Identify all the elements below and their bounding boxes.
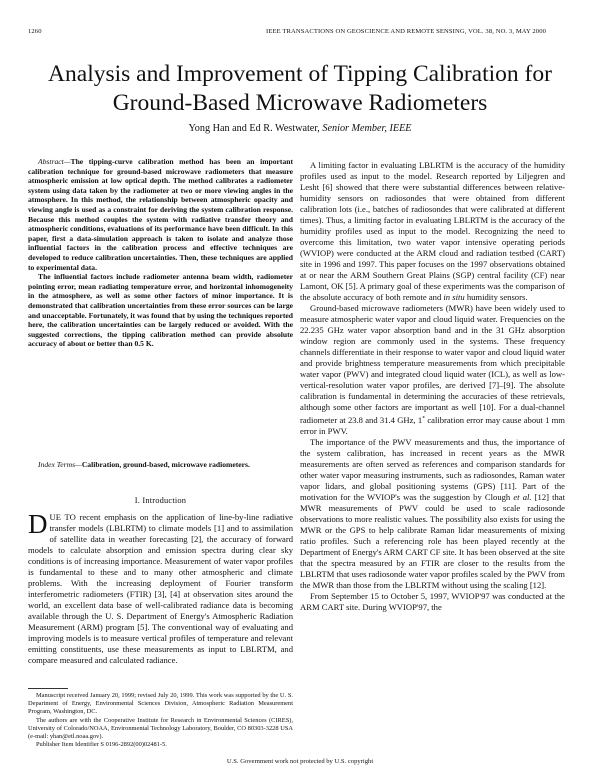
right-column-text — [300, 160, 565, 613]
drop-cap: D — [28, 509, 48, 539]
footnote-manuscript: Manuscript received January 20, 1999; revised July 20, 1999. This work was supported by the U. S. Department of Energy, Environmental Sciences Division, Atmospheric Radiation Measurement Program, Washington, DC. — [28, 692, 293, 716]
section-heading: I. Introduction — [134, 496, 187, 505]
author-line — [0, 123, 600, 134]
introduction-text — [28, 509, 293, 666]
abstract-lead: Abstract— — [38, 157, 71, 166]
index-terms — [28, 460, 293, 470]
abstract-body: The tipping-curve calibration method has been an important calibration technique for ground-based microwave radiometers that measure atmospheric emission at low optical depth. The method calibrates a radiometer system using data taken by the radiometer at two or more viewing angles in the atmosphere. In this method, the relationship between atmospheric opacity and viewing angle is used as a constraint for deriving the system calibration response. Because this method couples the system with radiative transfer theory and atmospheric conditions, evaluations of its performance have been difficult. In this paper, first a data-simulation approach is taken to isolate and analyze those influential factors in the calibration process and effective techniques are developed to reduce calibration uncertainties. Then, these techniques are applied to experimental data. — [28, 157, 293, 272]
footnote-rule — [28, 688, 68, 689]
author-membership: Senior Member, IEEE — [322, 123, 412, 134]
footnote-affiliation: The authors are with the Cooperative Institute for Research in Environmental Sciences (CIRES), University of Colorado/NOAA, Environmental Technology Laboratory, Boulder, CO 80303-3228 USA (e-mail: yhan@etl.noaa.gov). — [28, 716, 293, 741]
footnotes — [28, 692, 293, 749]
right-paragraph-2: Ground-based microwave radiometers (MWR) have been widely used to measure atmospheric water vapor and cloud liquid water. Frequencies on the 22.235 GHz water vapor absorption band and in the 31 GHz absorption window region are commonly used in the systems. These frequency channels differentiate in their response to water vapor and cloud liquid water and provide brightness temperature measurements from which precipitable water vapor (PWV) and integrated cloud liquid water (ICL), as well as low-vertical-resolution water vapor profiles, are derived [7]–[9]. The absolute calibration is fundamental in determining the accuracies of these retrievals, although some other factors are important as well [10]. For a dual-channel radiometer at 23.8 and 31.4 GHz, 1∘ calibration error may cause about 1 mm error in PWV. — [300, 303, 565, 436]
copyright-footer: U.S. Government work not protected by U.S. copyright — [226, 758, 374, 765]
right-paragraph-3: The importance of the PWV measurements and thus, the importance of the system calibration, has increased in recent years as the MWR measurements are often served as references and comparison standards for other water vapor measuring instruments, such as radiosondes, Raman water vapor lidars, and global positioning systems (GPS) [11]. Part of the motivation for the WVIOP's was the suggestion by Clough et al. [12] that MWR measurements of PWV could be used to scale radiosonde observations to more realistic values. The possibility also exists for using the MWR or the GPS to help calibrate Raman lidar measurements of mixing ratio profiles. Such a referencing role has been played recently at the Department of Energy's ARM CART CF site. It has been observed at the site that the spectra measured by an FTIR are closer to the results from the LBLRTM that uses radiosonde water vapor profiles scaled by the PWV from the MWR than those from the LBLRTM without using the scaling [12]. — [300, 436, 566, 590]
abstract-body-2: The influential factors include radiometer antenna beam width, radiometer pointing error, mean radiating temperature error, and horizontal inhomogeneity in the atmosphere, as well as some other factors of minor importance. It is demonstrated that calibration uncertainties from these error sources can be large and unacceptable. Fortunately, it was found that by using the techniques reported here, the calibration uncertainties can be largely reduced or avoided. With the suggested corrections, the tipping calibration method can provide absolute accuracy of about or better than 0.5 K. — [28, 272, 293, 349]
footnote-identifier: Publisher Item Identifier S 0196-2892(00)02481-5. — [36, 741, 167, 749]
author-names: Yong Han and Ed R. Westwater, — [188, 123, 320, 134]
abstract — [28, 157, 293, 349]
index-terms-lead: Index Terms— — [38, 460, 82, 469]
paper-title: Analysis and Improvement of Tipping Calibration for Ground-Based Microwave Radiometers — [48, 61, 552, 116]
right-paragraph-1: A limiting factor in evaluating LBLRTM is the accuracy of the humidity profiles used as input to the model. Research reported by Liljegren and Lesht [6] showed that there were substantial differences between relative-humidity sensors on radiosondes that were obtained from different calibration lots (i.e., batches of radiosondes that were calibrated at different times). Thus, a limiting factor in evaluating LBLRTM is the accuracy of the humidity profiles used as input to the model. Recognizing the need to overcome this limitation, two water vapor intensive operating periods (WVIOP) were conducted at the ARM cloud and radiation testbed (CART) site in 1996 and 1997. This paper focuses on the 1997 observations obtained at or near the ARM Southern Great Plains (SGP) central facility (CF) near Lamont, OK [5]. A primary goal of these experiments was the comparison of the absolute accuracy of both remote and in situ humidity sensors. — [300, 160, 565, 302]
page-number: 1260 — [28, 28, 42, 35]
intro-paragraph: UE TO recent emphasis on the application of line-by-line radiative transfer models (LBLRTM) to climate models [1] and to assimilation of satellite data in weather forecasting [2], the accuracy of forward models to calculate absorption and emission spectra during clear sky conditions is of increasing importance. Measurement of water vapor profiles is fundamental to these and to many other atmospheric and climate problems. With the increasing deployment of Fourier transform interferometric radiometers (FTIR) [3], [4] at observation sites around the world, an excellent data base of well-calibrated radiance data is becoming available through the U. S. Department of Energy's Atmospheric Radiation Measurement (ARM) program [5]. The conventional way of evaluating and improving models is to measure vertical profiles of temperature and relevant emitting constituents, use these measurements as input to LBLRTM, and compare measured and calculated radiance. — [28, 512, 293, 665]
degree-symbol: ∘ — [422, 415, 426, 421]
right-paragraph-4: From September 15 to October 5, 1997, WVIOP'97 was conducted at the ARM CART site. During WVIOP'97, the — [300, 590, 565, 612]
index-terms-body: Calibration, ground-based, microwave radiometers. — [81, 460, 250, 469]
journal-header: IEEE TRANSACTIONS ON GEOSCIENCE AND REMOTE SENSING, VOL. 38, NO. 3, MAY 2000 — [266, 28, 546, 35]
